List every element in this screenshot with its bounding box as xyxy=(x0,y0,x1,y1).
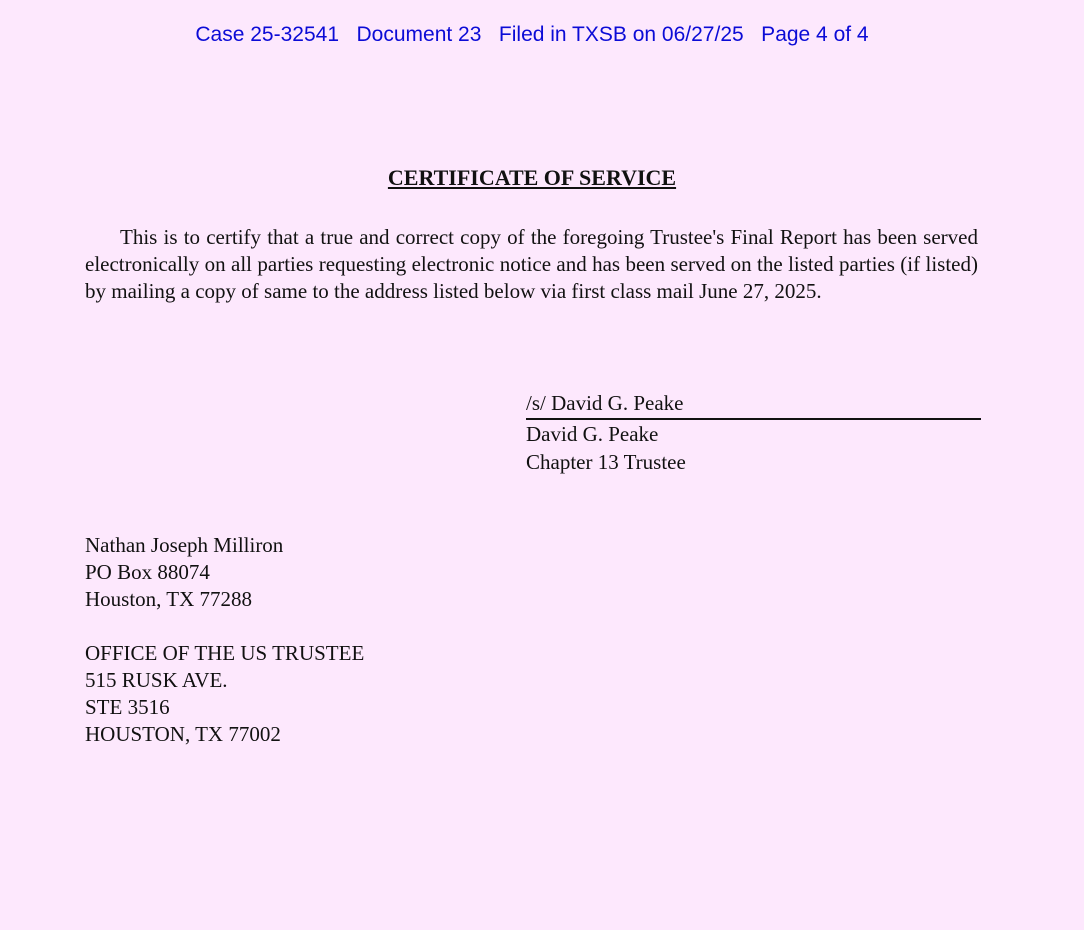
address-line: HOUSTON, TX 77002 xyxy=(85,722,281,746)
signer-name: David G. Peake xyxy=(526,422,659,446)
signer-role: Chapter 13 Trustee xyxy=(526,450,686,474)
address-line: Nathan Joseph Milliron xyxy=(85,533,284,557)
address-block-debtor xyxy=(85,532,283,613)
address-line: Houston, TX 77288 xyxy=(85,587,253,611)
case-header: Case 25-32541 Document 23 Filed in TXSB on 06/27/25 Page 4 of 4 xyxy=(195,23,869,46)
address-block-us-trustee xyxy=(85,640,364,748)
signature-block xyxy=(526,389,981,476)
certificate-title: CERTIFICATE OF SERVICE xyxy=(387,165,677,190)
signature-line: /s/ David G. Peake xyxy=(526,389,981,420)
address-line: 515 RUSK AVE. xyxy=(85,668,228,692)
address-line: OFFICE OF THE US TRUSTEE xyxy=(85,641,365,665)
address-line: STE 3516 xyxy=(85,695,170,719)
certification-paragraph: This is to certify that a true and correct copy of the foregoing Trustee's Final Report has been served electronically on all parties requesting electronic notice and has been served on the listed parties (if listed) by mailing a copy of same to the address listed below via first class mail June 27, 2025. xyxy=(85,225,978,303)
address-line: PO Box 88074 xyxy=(85,560,210,584)
